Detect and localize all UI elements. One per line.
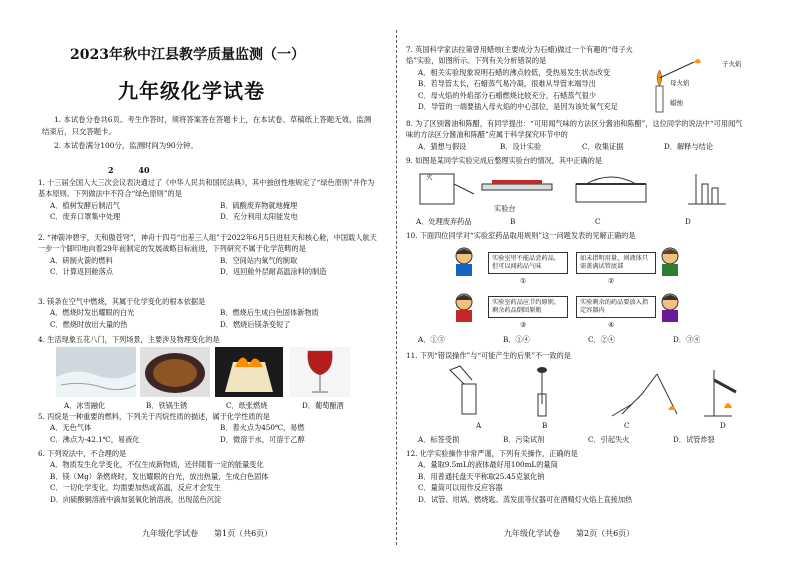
question-6 [38,448,378,505]
option-a[interactable]: A．研制火箭的燃料 [50,255,113,265]
option-a[interactable]: A．相关实验现象说明石蜡的沸点较低，受热易发生状态改变 [418,68,611,77]
option-b[interactable]: B．污染试剂 [503,435,545,444]
option-d[interactable]: D [685,217,691,226]
option-a[interactable]: A．植树发酵后制沼气 [50,200,120,210]
lab-bench-figures [416,170,776,214]
option-c[interactable]: C．计算返回舱落点 [50,267,114,277]
option-d[interactable]: D．导管的一端要插入母火焰的中心部位，是因为该处氧气充足 [418,102,618,112]
option-b[interactable]: B．硫酸废弃物就地掩埋 [220,200,298,210]
option-a[interactable]: A．量取9.5mL的液体最好用100mL的量筒 [418,460,558,470]
option-b[interactable]: B．铁锅生锈 [146,401,188,410]
option-d[interactable]: D．燃烧后镁条变短了 [220,319,291,329]
option-c[interactable]: C．一切化学变化，均需要加热或高温，反应才会发生 [50,483,221,493]
score-b: 40 [138,165,150,175]
student-3-avatar [452,292,476,322]
label-candle: 蜡烛 [670,99,683,107]
option-b[interactable]: B．①④ [503,335,530,344]
option-d[interactable]: D．葡萄酿酒 [302,401,344,410]
question-11-options [418,434,758,445]
fig-letter-d: D [720,421,726,430]
option-d[interactable]: D．微溶于水，可溶于乙醇 [220,434,305,444]
option-b[interactable]: B．燃烧后生成白色固体新物质 [220,308,319,318]
option-a[interactable]: A．燃烧时发出耀眼的白光 [50,308,135,318]
option-d[interactable]: D．试管、坩埚、燃烧匙、蒸发皿等仪器可在酒精灯火焰上直接加热 [418,494,633,504]
option-c[interactable]: C．燃烧时放出大量的热 [50,319,128,329]
speech-bubble-1: 实验室里不能品尝药品，但可以闻药品气味 [488,252,568,274]
question-10 [406,230,746,241]
option-b[interactable]: B．着火点为450℃，易燃 [220,423,305,433]
option-c[interactable]: C．收集证据 [582,141,624,151]
option-d[interactable]: D．向硫酸铜溶液中滴加氢氧化钠溶液，出现蓝色沉淀 [50,494,222,504]
fig-letter-b: B [542,421,548,430]
question-12 [406,448,746,505]
option-c[interactable]: C．②④ [588,335,616,344]
question-4 [38,334,378,345]
option-c[interactable]: C．母火焰的外焰部分石蜡燃烧比较充分，石蜡蒸气很少 [418,90,597,100]
left-page [0,0,392,561]
question-7-options [418,67,658,113]
exam-title: 2023年秋中江县教学质量监测（一） [70,47,305,63]
student-2-avatar [658,246,682,276]
burning-paper-image [215,347,283,397]
option-a[interactable]: A．物质发生化学变化，不仅生成新物质，还伴随着一定的能量变化 [50,460,264,470]
page-divider [396,30,398,545]
option-b[interactable]: B [510,217,516,226]
option-a[interactable]: A．无色气体 [50,423,92,433]
question-3 [38,296,378,330]
question-stem: 1. 十三届全国人大三次会议表决通过了《中华人民共和国民法典》，其中独创性地规定了“绿色原则”并作为基本原则。下列做法中不符合“绿色原则”的是 [38,178,375,199]
lab-operation-figures [442,364,742,420]
question-11 [406,350,746,361]
student-4-avatar [658,292,682,322]
option-d[interactable]: D．充分利用太阳能发电 [220,212,298,222]
right-page [402,0,794,561]
option-c[interactable]: C．废弃口罩集中处理 [50,212,121,222]
question-stem: 3. 镁条在空气中燃烧，其属于化学变化的根本依据是 [38,297,206,306]
option-c[interactable]: C．沸点为-42.1℃，易液化 [50,434,140,444]
fig-letter-a: A [476,421,482,430]
snow-melting-image [56,347,136,397]
speech-bubble-3: 实验室药品应节约原则，剩余药品倒回原瓶 [488,296,568,318]
option-b[interactable]: B．镁（Mg）条燃烧时，发出耀眼的白光，放出热量，生成白色固体 [50,471,269,481]
exam-subtitle: 九年级化学试卷 [118,79,265,103]
speech-num-1: ① [520,276,527,285]
page-footer: 九年级化学试卷 第2页（共6页） [504,529,635,538]
note-2: 2. 本试卷满分100分，监测时间为90分钟。 [54,141,198,150]
label-child-flame: 子火焰 [722,60,742,68]
speech-num-2: ② [608,276,615,285]
question-7 [406,44,646,67]
question-10-options [418,334,758,345]
option-c[interactable]: C [595,217,601,226]
rusty-wok-image [140,347,210,397]
question-stem: 4. 生活现象五花八门，下列场景，主要涉及物理变化的是 [38,335,220,344]
option-d[interactable]: D．试管炸裂 [673,435,715,444]
option-d[interactable]: D．解释与结论 [664,141,713,151]
speech-bubble-4: 实验剩余的药品要放入指定容器内 [576,296,656,318]
note-1: 1. 本试卷分卷共6页。考生作答时，须将答案答在答题卡上，在本试卷、草稿纸上答题无效，监测结束后，只交答题卡。 [42,115,372,136]
option-d[interactable]: D．返回舱外层耐高温涂料的制造 [220,267,327,277]
option-a[interactable]: A．猜想与假设 [418,141,467,151]
option-b[interactable]: B．用普通托盘天平称取25.45克氯化钠 [418,471,545,481]
option-b[interactable]: B．空间站内氧气的制取 [220,255,298,265]
option-a[interactable]: A．冰雪融化 [64,401,106,410]
option-a[interactable]: A．处理废弃药品 [416,217,472,226]
waste-label: 火 [426,173,433,181]
option-d[interactable]: D．③④ [673,335,701,344]
option-c[interactable]: C．量筒可以用作反应容器 [418,483,503,493]
student-1-avatar [452,246,476,276]
question-stem: 6. 下列说法中，不合理的是 [38,449,127,458]
score-a: 2 [108,165,114,175]
question-8 [406,118,746,152]
option-b[interactable]: B．若导管太长，石蜡蒸气易冷凝，很难从导管末端导出 [418,79,596,89]
question-stem: 8. 为了区别酱油和陈醋，有同学提出：“可用闻气味的方法区分酱油和陈醋”，这位同学的说法中“可用闻气味的方法区分酱油和陈醋”应属于科学探究环节中的 [406,119,743,140]
question-stem: 10. 下面四位同学对“实验室药品取用规则”这一问题发表的见解正确的是 [406,231,636,240]
question-stem: 12. 化学实验操作非常严谨，下列有关操作，正确的是 [406,449,578,458]
option-a[interactable]: A．①③ [418,335,445,344]
question-stem: 11. 下列“错误操作”与“可能产生的后果”不一致的是 [406,351,571,360]
option-c[interactable]: C．引起失火 [588,435,630,444]
option-c[interactable]: C．纸张燃烧 [226,401,268,410]
wine-glass-image [290,347,350,397]
question-5 [38,411,378,445]
score-line [108,165,150,175]
question-1 [38,177,378,223]
question-2 [38,232,378,278]
question-stem: 7. 英国科学家法拉第曾用蜡烛(主要成分为石蜡)做过一个有趣的“母子火焰”实验，如图所示。下列有关分析错误的是 [406,45,633,66]
speech-bubble-2: 如未指明用量，则液体只需盖满试管底部 [576,252,656,274]
label-mother-flame: 母火焰 [670,79,690,87]
question-stem: 2. “神箭冲碧宇，天和傲苍穹”，神舟十四号“出差三人组”于2022年6月5日进驻天和核心舱，中国载人航天一步一个脚印地向着29年前制定的发展战略目标前进，下列研究不属于化学范畴的是 [38,233,377,254]
option-b[interactable]: B．设计实验 [500,141,542,151]
fig-letter-c: C [624,421,630,430]
page-footer: 九年级化学试卷 第1页（共6页） [142,529,273,538]
option-a[interactable]: A．标签受损 [418,435,460,444]
question-9 [406,155,746,166]
speech-num-3: ③ [520,320,527,329]
speech-num-4: ④ [608,320,615,329]
question-stem: 5. 丙烷是一种重要的燃料，下列关于丙烷性质的描述，属于化学性质的是 [38,412,270,421]
bench-label: 实验台 [494,204,516,213]
question-stem: 9. 如图是某同学实验完成后整理实验台的情况，其中正确的是 [406,156,603,165]
